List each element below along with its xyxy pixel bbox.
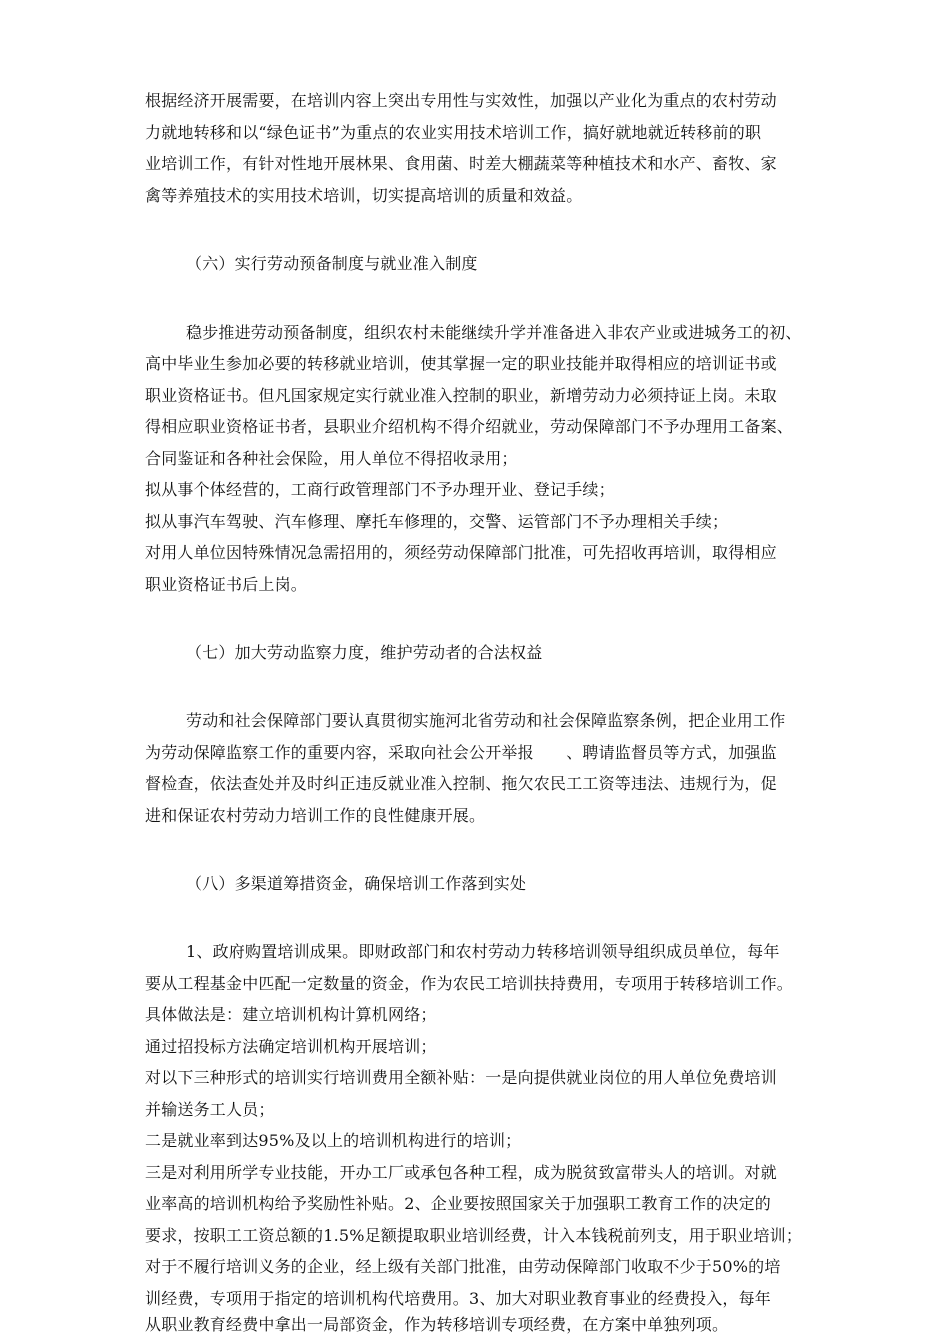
text-line: 并输送务工人员；: [145, 1100, 275, 1119]
text-line: 要求，按职工工资总额的1.5%足额提取职业培训经费，计入本钱税前列支，用于职业培训；: [145, 1226, 803, 1245]
section-heading-8: （八）多渠道筹措资金，确保培训工作落到实处: [186, 874, 527, 893]
text-line: 根据经济开展需要，在培训内容上突出专用性与实效性，加强以产业化为重点的农村劳动: [145, 91, 777, 110]
text-line: 进和保证农村劳动力培训工作的良性健康开展。: [145, 806, 486, 825]
text-line: 业率高的培训机构给予奖励性补贴。2、企业要按照国家关于加强职工教育工作的决定的: [145, 1194, 771, 1213]
text-line: 1、政府购置培训成果。即财政部门和农村劳动力转移培训领导组织成员单位，每年: [186, 942, 780, 961]
text-line: 拟从事汽车驾驶、汽车修理、摩托车修理的，交警、运管部门不予办理相关手续；: [145, 512, 729, 531]
text-line: 合同鉴证和各种社会保险，用人单位不得招收录用；: [145, 449, 518, 468]
section-heading-7: （七）加大劳动监察力度，维护劳动者的合法权益: [186, 643, 543, 662]
text-line: 职业资格证书后上岗。: [145, 575, 308, 594]
text-line: 高中毕业生参加必要的转移就业培训，使其掌握一定的职业技能并取得相应的培训证书或: [145, 354, 777, 373]
text-line: 具体做法是：建立培训机构计算机网络；: [145, 1005, 437, 1024]
text-line: 对用人单位因特殊情况急需招用的，须经劳动保障部门批准，可先招收再培训，取得相应: [145, 543, 777, 562]
text-line: 要从工程基金中匹配一定数量的资金，作为农民工培训扶持费用，专项用于转移培训工作。: [145, 974, 794, 993]
text-line: 得相应职业资格证书者，县职业介绍机构不得介绍就业，劳动保障部门不予办理用工备案、: [145, 417, 794, 436]
text-line: 禽等养殖技术的实用技术培训，切实提高培训的质量和效益。: [145, 186, 583, 205]
text-line: 稳步推进劳动预备制度，组织农村未能继续升学并准备进入非农产业或进城务工的初、: [186, 323, 802, 342]
text-line: 拟从事个体经营的，工商行政管理部门不予办理开业、登记手续；: [145, 480, 615, 499]
text-line: 为劳动保障监察工作的重要内容，采取向社会公开举报 、聘请监督员等方式，加强监: [145, 743, 777, 762]
text-line: 督检查，依法查处并及时纠正违反就业准入控制、拖欠农民工工资等违法、违规行为，促: [145, 774, 777, 793]
text-line: 对于不履行培训义务的企业，经上级有关部门批准，由劳动保障部门收取不少于50%的培: [145, 1257, 781, 1276]
section-heading-6: （六）实行劳动预备制度与就业准入制度: [186, 254, 478, 273]
text-line: 劳动和社会保障部门要认真贯彻实施河北省劳动和社会保障监察条例，把企业用工作: [186, 711, 786, 730]
text-line: 业培训工作，有针对性地开展林果、食用菌、时差大棚蔬菜等种植技术和水产、畜牧、家: [145, 154, 777, 173]
text-line: 对以下三种形式的培训实行培训费用全额补贴：一是向提供就业岗位的用人单位免费培训: [145, 1068, 777, 1087]
text-line: 从职业教育经费中拿出一局部资金，作为转移培训专项经费，在方案中单独列项。: [145, 1315, 729, 1334]
text-line: 职业资格证书。但凡国家规定实行就业准入控制的职业，新增劳动力必须持证上岗。未取: [145, 386, 777, 405]
text-line: 力就地转移和以“绿色证书”为重点的农业实用技术培训工作，搞好就地就近转移前的职: [145, 123, 762, 142]
text-line: 二是就业率到达95%及以上的培训机构进行的培训；: [145, 1131, 522, 1150]
text-line: 训经费，专项用于指定的培训机构代培费用。3、加大对职业教育事业的经费投入，每年: [145, 1289, 771, 1308]
text-line: 三是对利用所学专业技能，开办工厂或承包各种工程，成为脱贫致富带头人的培训。对就: [145, 1163, 777, 1182]
text-line: 通过招投标方法确定培训机构开展培训；: [145, 1037, 437, 1056]
